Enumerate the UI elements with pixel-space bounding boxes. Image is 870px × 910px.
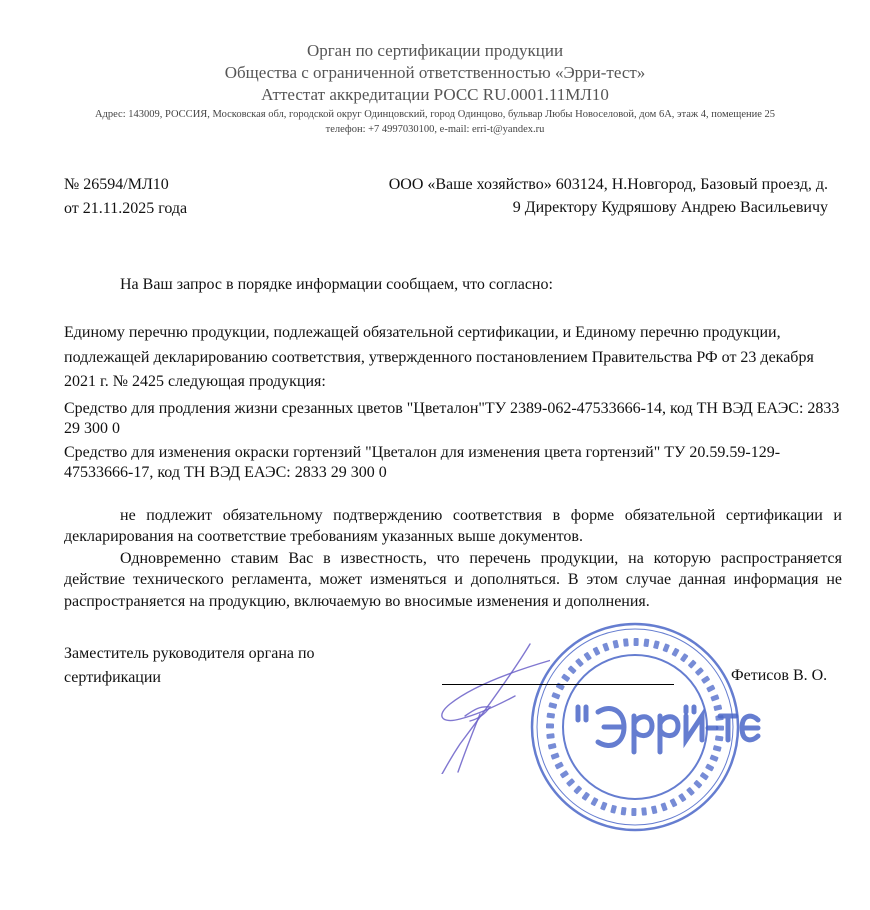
seal-ring-glyph bbox=[623, 638, 629, 646]
seal-ring-glyph bbox=[583, 652, 592, 661]
seal-ring-glyph bbox=[575, 658, 584, 667]
letter-meta bbox=[64, 173, 828, 221]
seal-ring-glyph bbox=[592, 647, 600, 656]
seal-ring-glyph bbox=[631, 808, 636, 816]
seal-ring-glyph bbox=[713, 704, 722, 711]
seal-ring-glyph bbox=[710, 694, 719, 701]
seal-ring-glyph bbox=[653, 640, 660, 649]
signature-line bbox=[442, 684, 674, 685]
seal-ring-glyph bbox=[641, 807, 647, 815]
recipient-address: ООО «Ваше хозяйство» 603124, Н.Новгород, Базовый проезд, д. 9 Директору Кудряшову Андрею Васильевичу bbox=[388, 176, 828, 216]
company-seal-stamp bbox=[500, 612, 770, 842]
seal-ring-glyph bbox=[669, 798, 677, 807]
seal-ring-glyph bbox=[678, 793, 687, 802]
conclusion-paragraph: не подлежит обязательному подтверждению соответствия в форме обязательной сертификации и декларирования на соответствие требованиям указанных выше документов. bbox=[64, 506, 842, 545]
handwritten-signature bbox=[420, 624, 550, 774]
letter-reference bbox=[64, 173, 187, 221]
seal-ring-glyph bbox=[581, 792, 590, 801]
seal-ring-glyph bbox=[610, 805, 617, 814]
intro-paragraph: На Ваш запрос в порядке информации сообщаем, что согласно: bbox=[120, 276, 553, 293]
seal-ring-glyph bbox=[548, 702, 557, 709]
seal-ring-glyph bbox=[701, 675, 710, 684]
signatory-name: Фетисов В. О. bbox=[731, 667, 828, 684]
seal-ring-glyph bbox=[546, 733, 554, 739]
seal-ring-glyph bbox=[715, 735, 724, 741]
product-item: Средство для продления жизни срезанных цветов "Цветалон"ТУ 2389-062-47533666-14, код ТН ВЭД ЕАЭС: 2833 29 300 0 bbox=[64, 399, 840, 437]
seal-ring-glyph bbox=[695, 667, 704, 676]
seal-ring-glyph bbox=[713, 745, 722, 752]
seal-ring-glyph bbox=[705, 763, 714, 771]
letter-date: от 21.11.2025 года bbox=[64, 200, 188, 217]
letter-body bbox=[64, 273, 842, 612]
seal-ring-glyph bbox=[706, 684, 715, 692]
org-contacts: телефон: +7 4997030100, e-mail: erri-t@yandex.ru bbox=[325, 124, 545, 135]
seal-ring-glyph bbox=[600, 801, 608, 810]
seal-ring-glyph bbox=[548, 743, 557, 750]
seal-ring-glyph bbox=[715, 715, 723, 721]
org-address: Адрес: 143009, РОССИЯ, Московская обл, городской округ Одинцовский, город Одинцово, бульвар Любы Новоселовой, дом 6А, этаж 4, помещение 25 bbox=[94, 109, 776, 120]
seal-ring-glyph bbox=[693, 780, 702, 789]
seal-ring-glyph bbox=[561, 673, 570, 682]
seal-ring-glyph bbox=[686, 787, 695, 796]
seal-ring-glyph bbox=[602, 642, 609, 651]
seal-ring-glyph bbox=[709, 754, 718, 762]
seal-ring-glyph bbox=[621, 807, 627, 816]
signatory-position: Заместитель руководителя органа по сертификации bbox=[64, 645, 315, 686]
seal-ring-glyph bbox=[573, 785, 582, 794]
org-name-line1: Орган по сертификации продукции bbox=[306, 41, 564, 60]
seal-inner-ring bbox=[563, 655, 707, 799]
letter-number: № 26594/МЛ10 bbox=[64, 176, 169, 193]
seal-ring-glyph bbox=[546, 723, 554, 728]
signature-block bbox=[64, 642, 842, 812]
seal-ring-lettering bbox=[546, 638, 724, 816]
seal-ring-glyph bbox=[590, 797, 598, 806]
letterhead bbox=[0, 40, 870, 137]
seal-ring-glyph bbox=[560, 770, 569, 779]
seal-ring-glyph bbox=[651, 805, 658, 814]
seal-ring-glyph bbox=[660, 802, 667, 811]
seal-ring-glyph bbox=[662, 643, 670, 652]
seal-ring-glyph bbox=[612, 640, 619, 649]
seal-center-lettering bbox=[578, 707, 758, 752]
seal-ring-glyph bbox=[566, 778, 575, 787]
seal-outer-ring-inner bbox=[537, 629, 733, 825]
regulation-reference: Единому перечню продукции, подлежащей обязательной сертификации, и Единому перечню продукции, подлежащей декларированию соответствия, утвержденного постановлением Правительства РФ от 23 декабря 2021 г. № 2425 следующая продукция: bbox=[64, 324, 814, 390]
org-name-line2: Общества с ограниченной ответственностью «Эрри-тест» bbox=[224, 63, 646, 82]
seal-ring-glyph bbox=[567, 665, 576, 674]
seal-ring-glyph bbox=[550, 752, 559, 759]
seal-ring-glyph bbox=[700, 772, 709, 781]
seal-ring-glyph bbox=[643, 639, 649, 648]
seal-ring-glyph bbox=[716, 726, 724, 731]
product-item: Средство для изменения окраски гортензий "Цветалон для изменения цвета гортензий" ТУ 20.59.59-129-47533666-17, код ТН ВЭД ЕАЭС: 2833 29 300 0 bbox=[64, 443, 781, 481]
seal-ring-glyph bbox=[551, 692, 560, 700]
seal-ring-glyph bbox=[634, 638, 639, 646]
accreditation-number: Аттестат аккредитации РОСС RU.0001.11МЛ10 bbox=[261, 85, 609, 104]
seal-ring-glyph bbox=[555, 761, 564, 769]
seal-ring-glyph bbox=[547, 713, 556, 719]
seal-outer-ring bbox=[532, 624, 738, 830]
seal-ring-glyph bbox=[680, 653, 689, 662]
seal-ring-glyph bbox=[671, 648, 679, 657]
notice-paragraph: Одновременно ставим Вас в известность, что перечень продукции, на которую распространяется действие технического регламента, может изменяться и дополняться. В этом случае данная информация не распространяется на продукцию, включаемую во вносимые изменения и дополнения. bbox=[64, 549, 842, 610]
seal-ring-glyph bbox=[688, 659, 697, 668]
